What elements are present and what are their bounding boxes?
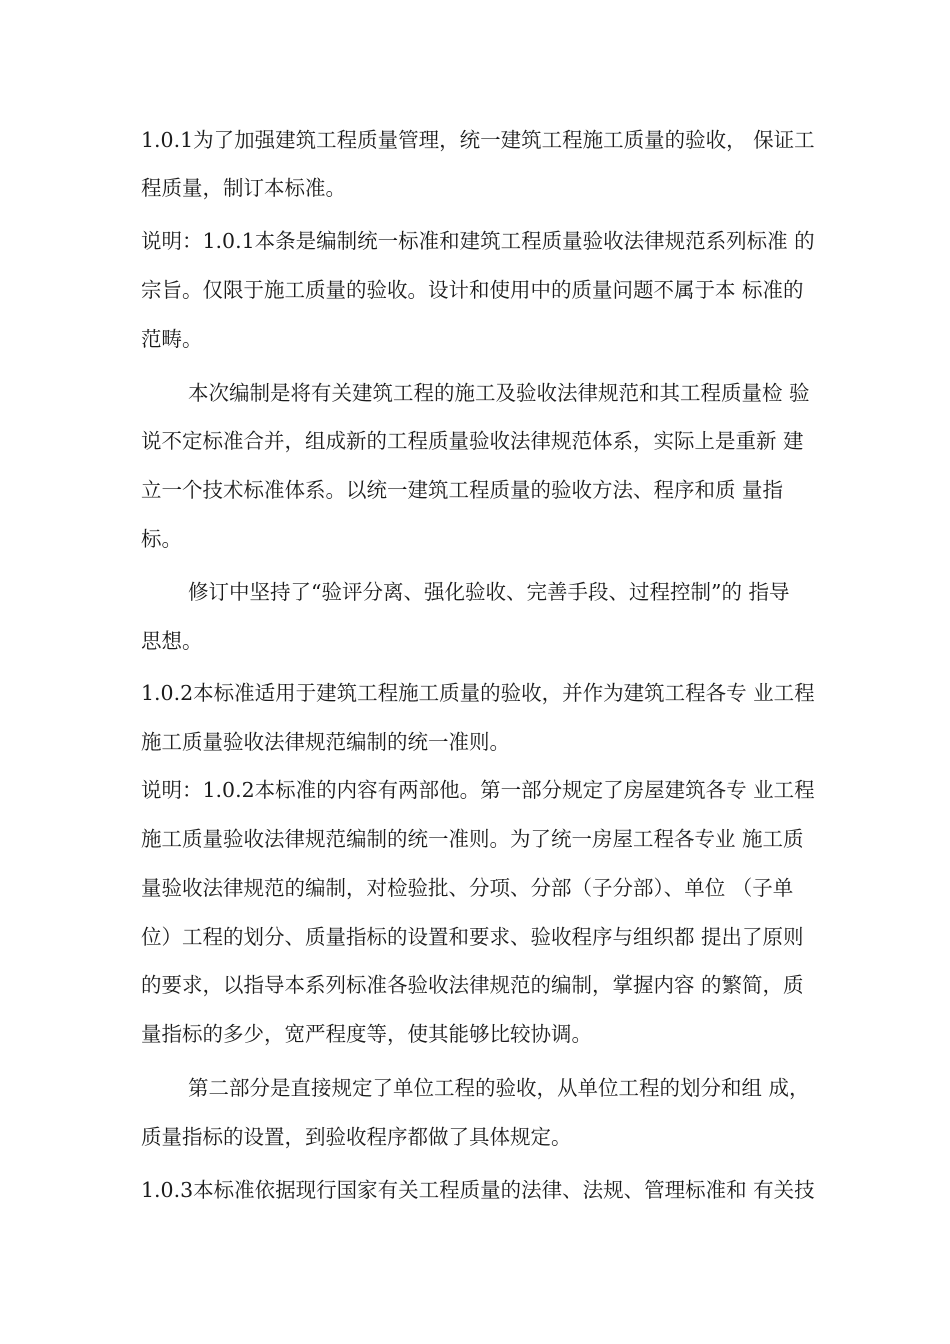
text-line: 施工质量验收法律规范编制的统一准则。: [141, 730, 510, 754]
text-line: 位）工程的划分、质量指标的设置和要求、验收程序与组织都 提出了原则: [141, 925, 804, 949]
text-line: 的要求，以指导本系列标准各验收法律规范的编制，掌握内容 的繁简，质: [141, 973, 804, 997]
text-line: 施工质量验收法律规范编制的统一准则。为了统一房屋工程各专业 施工质: [141, 827, 804, 851]
text-line: 立一个技术标准体系。以统一建筑工程质量的验收方法、程序和质 量指: [141, 478, 784, 502]
text-line: 1.0.1为了加强建筑工程质量管理，统一建筑工程施工质量的验收， 保证工: [141, 128, 815, 152]
text-line: 量验收法律规范的编制，对检验批、分项、分部（子分部）、单位 （子单: [141, 876, 794, 900]
text-line: 说明：1.0.2本标准的内容有两部他。第一部分规定了房屋建筑各专 业工程: [141, 778, 815, 802]
text-line: 宗旨。仅限于施工质量的验收。设计和使用中的质量问题不属于本 标准的: [141, 278, 804, 302]
text-line: 标。: [141, 527, 182, 551]
text-line: 程质量，制订本标准。: [141, 176, 346, 200]
text-line: 本次编制是将有关建筑工程的施工及验收法律规范和其工程质量检 验: [188, 381, 810, 405]
text-line: 1.0.2本标准适用于建筑工程施工质量的验收，并作为建筑工程各专 业工程: [141, 681, 815, 705]
text-line: 量指标的多少，宽严程度等，使其能够比较协调。: [141, 1022, 592, 1046]
text-line: 修订中坚持了“验评分离、强化验收、完善手段、过程控制”的 指导: [188, 580, 790, 604]
text-line: 说不定标准合并，组成新的工程质量验收法律规范体系，实际上是重新 建: [141, 429, 804, 453]
text-line: 1.0.3本标准依据现行国家有关工程质量的法律、法规、管理标准和 有关技: [141, 1178, 815, 1202]
text-line: 范畴。: [141, 327, 203, 351]
text-line: 思想。: [141, 629, 203, 653]
text-line: 说明：1.0.1本条是编制统一标准和建筑工程质量验收法律规范系列标准 的: [141, 229, 815, 253]
text-line: 质量指标的设置，到验收程序都做了具体规定。: [141, 1125, 572, 1149]
text-line: 第二部分是直接规定了单位工程的验收，从单位工程的划分和组 成，: [188, 1076, 810, 1100]
